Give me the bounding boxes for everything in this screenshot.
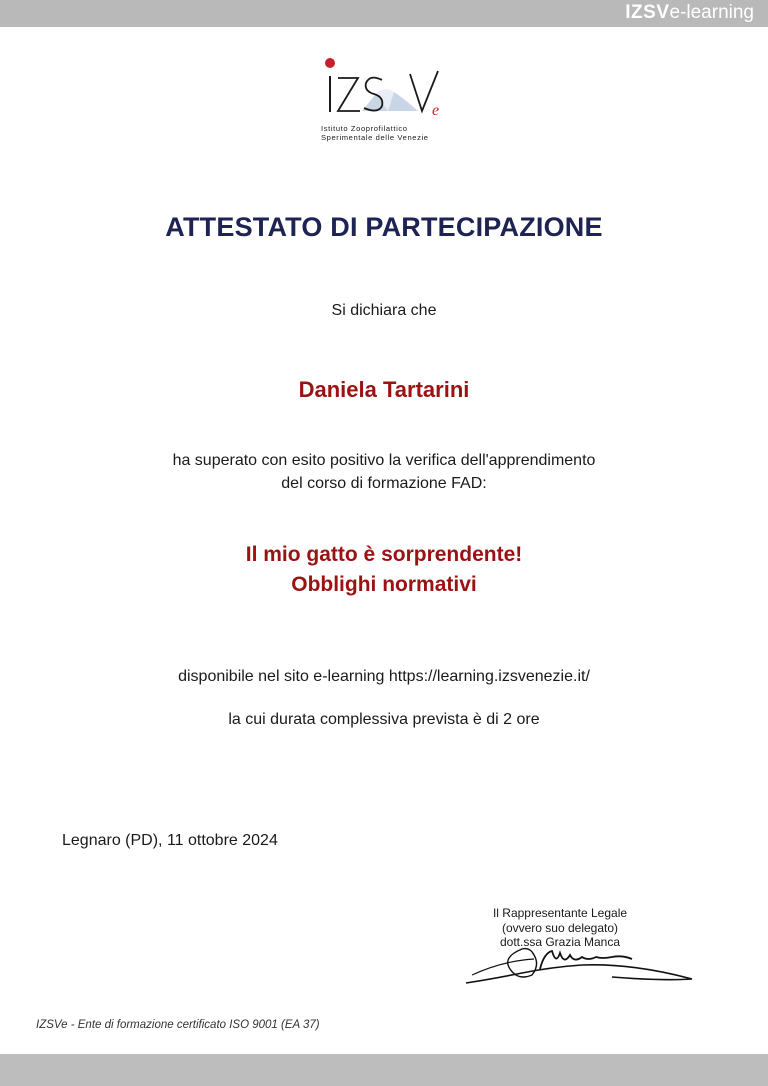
statement-line2: del corso di formazione FAD: [281, 475, 487, 492]
logo-caption-line2: Sperimentale delle Venezie [321, 133, 429, 142]
svg-text:e: e [432, 102, 440, 119]
statement-text [0, 449, 768, 495]
izsve-logo-mark [314, 56, 456, 122]
accreditation-footer: IZSVe - Ente di formazione certificato ISO 9001 (EA 37) [36, 1019, 320, 1031]
top-bar [0, 0, 768, 27]
signatory-role: Il Rappresentante Legale [492, 906, 628, 920]
course-title-line2: Obblighi normativi [291, 573, 477, 596]
course-title-line1: Il mio gatto è sorprendente! [245, 543, 523, 566]
handwritten-signature [462, 935, 698, 991]
duration-text: la cui durata complessiva prevista è di 2 ore [228, 711, 540, 728]
certificate-title: ATTESTATO DI PARTECIPAZIONE [165, 212, 603, 242]
logo-caption-line1: Istituto Zooprofilattico [321, 124, 408, 133]
site-text: disponibile nel sito e-learning https://learning.izsvenezie.it/ [178, 668, 590, 685]
brand-light: e-learning [669, 2, 754, 23]
course-title [0, 540, 768, 600]
place-date: Legnaro (PD), 11 ottobre 2024 [62, 832, 278, 849]
logo-caption [321, 124, 461, 142]
izsve-logo [314, 56, 456, 146]
brand-bold: IZSV [625, 2, 670, 23]
signatory-name: dott.ssa Grazia Manca [499, 935, 621, 949]
signatory-delegate-note: (ovvero suo delegato) [501, 920, 619, 935]
bottom-bar [0, 1054, 768, 1086]
participant-name: Daniela Tartarini [298, 377, 470, 402]
brand-wordmark [625, 2, 754, 24]
statement-line1: ha superato con esito positivo la verifica dell'apprendimento [172, 452, 596, 469]
intro-text: Si dichiara che [331, 302, 437, 319]
